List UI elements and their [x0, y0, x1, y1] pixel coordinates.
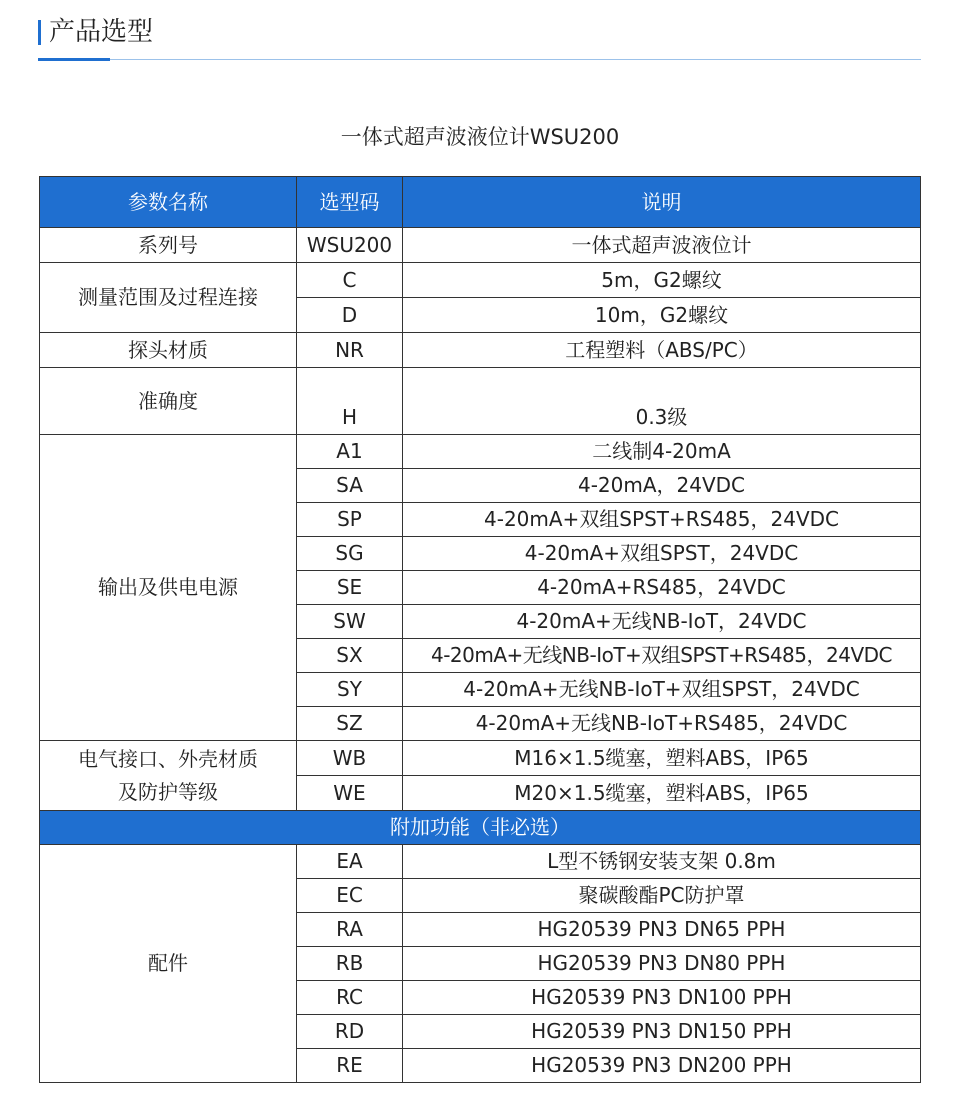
desc-cell: 0.3级 — [403, 368, 921, 435]
code-cell: RC — [297, 981, 403, 1015]
code-cell: RB — [297, 947, 403, 981]
table-row — [40, 435, 921, 469]
param-cell: 输出及供电电源 — [40, 435, 297, 741]
desc-cell: 4-20mA，24VDC — [403, 469, 921, 503]
code-cell: D — [297, 298, 403, 333]
section-header-row — [40, 811, 921, 845]
param-cell: 系列号 — [40, 228, 297, 263]
code-cell: SG — [297, 537, 403, 571]
code-cell: RA — [297, 913, 403, 947]
title-divider-accent — [38, 58, 110, 61]
desc-cell: 4-20mA+无线NB-IoT+双组SPST+RS485，24VDC — [403, 639, 921, 673]
table-header-row — [40, 177, 921, 228]
column-header-desc: 说明 — [403, 177, 921, 228]
code-cell: SP — [297, 503, 403, 537]
section-title: 产品选型 — [49, 17, 154, 47]
param-label-line-2: 及防护等级 — [118, 779, 218, 804]
selection-table — [39, 176, 921, 1083]
code-cell: SW — [297, 605, 403, 639]
code-cell: SY — [297, 673, 403, 707]
desc-cell: HG20539 PN3 DN150 PPH — [403, 1015, 921, 1049]
desc-cell: 聚碳酸酯PC防护罩 — [403, 879, 921, 913]
desc-cell: 10m，G2螺纹 — [403, 298, 921, 333]
desc-cell: HG20539 PN3 DN200 PPH — [403, 1049, 921, 1083]
param-cell: 探头材质 — [40, 333, 297, 368]
desc-cell: M16×1.5缆塞，塑料ABS，IP65 — [403, 741, 921, 776]
desc-cell: 5m，G2螺纹 — [403, 263, 921, 298]
code-cell: EA — [297, 845, 403, 879]
code-cell: C — [297, 263, 403, 298]
code-cell: NR — [297, 333, 403, 368]
code-cell: H — [297, 368, 403, 435]
product-title: 一体式超声波液位计WSU200 — [340, 125, 620, 149]
param-label-line-1: 电气接口、外壳材质 — [78, 746, 258, 771]
desc-cell: HG20539 PN3 DN80 PPH — [403, 947, 921, 981]
param-cell: 测量范围及过程连接 — [40, 263, 297, 333]
param-cell: 准确度 — [40, 368, 297, 435]
code-cell: EC — [297, 879, 403, 913]
desc-cell: 工程塑料（ABS/PC） — [403, 333, 921, 368]
column-header-code: 选型码 — [297, 177, 403, 228]
table-row — [40, 741, 921, 776]
desc-cell: HG20539 PN3 DN100 PPH — [403, 981, 921, 1015]
title-divider — [38, 59, 921, 60]
code-cell: SA — [297, 469, 403, 503]
code-cell: WE — [297, 776, 403, 811]
code-cell: A1 — [297, 435, 403, 469]
desc-cell: 4-20mA+双组SPST+RS485，24VDC — [403, 503, 921, 537]
table-row — [40, 263, 921, 298]
optional-section-header: 附加功能（非必选） — [40, 811, 921, 845]
param-cell: 配件 — [40, 845, 297, 1083]
desc-cell: 4-20mA+无线NB-IoT+双组SPST，24VDC — [403, 673, 921, 707]
code-cell: RD — [297, 1015, 403, 1049]
code-cell: SZ — [297, 707, 403, 741]
desc-cell: 4-20mA+无线NB-IoT+RS485，24VDC — [403, 707, 921, 741]
table-row — [40, 228, 921, 263]
desc-cell: 一体式超声波液位计 — [403, 228, 921, 263]
table-row — [40, 368, 921, 435]
code-cell: RE — [297, 1049, 403, 1083]
desc-cell: 4-20mA+RS485，24VDC — [403, 571, 921, 605]
table-row — [40, 333, 921, 368]
desc-cell: 4-20mA+双组SPST，24VDC — [403, 537, 921, 571]
code-cell: SX — [297, 639, 403, 673]
desc-cell: L型不锈钢安装支架 0.8m — [403, 845, 921, 879]
desc-cell: 4-20mA+无线NB-IoT，24VDC — [403, 605, 921, 639]
code-cell: WB — [297, 741, 403, 776]
code-cell: SE — [297, 571, 403, 605]
title-accent-bar — [38, 20, 41, 45]
desc-cell: M20×1.5缆塞，塑料ABS，IP65 — [403, 776, 921, 811]
desc-cell: 二线制4-20mA — [403, 435, 921, 469]
param-cell — [40, 741, 297, 811]
code-cell: WSU200 — [297, 228, 403, 263]
table-row — [40, 845, 921, 879]
desc-cell: HG20539 PN3 DN65 PPH — [403, 913, 921, 947]
column-header-param: 参数名称 — [40, 177, 297, 228]
